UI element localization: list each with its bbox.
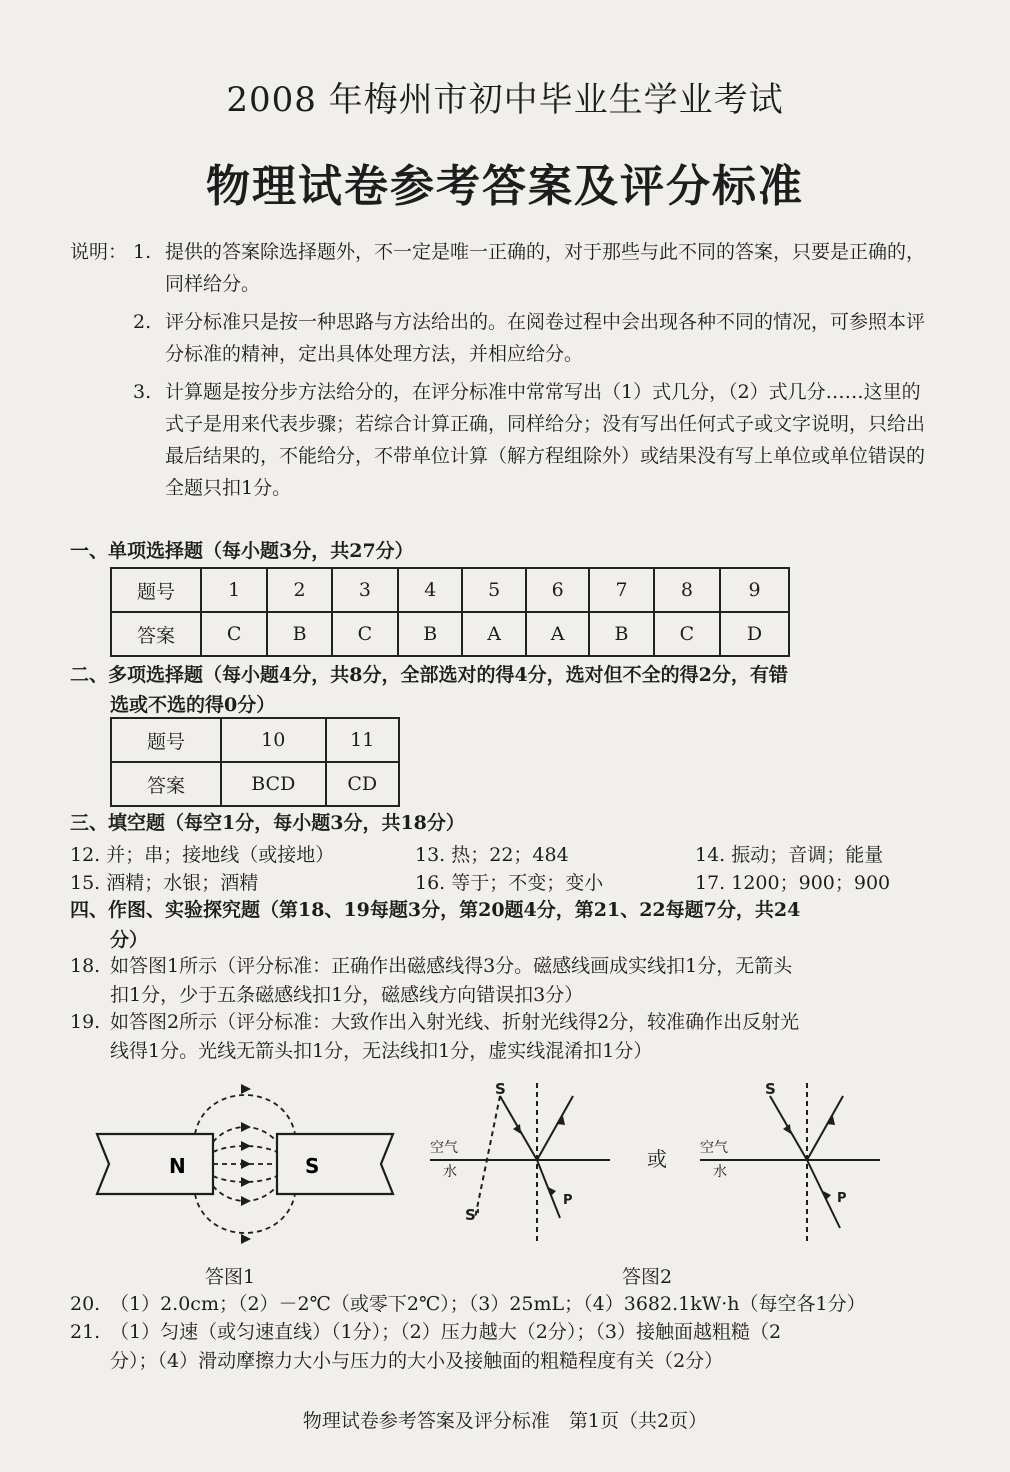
- fill-answer-17: 17. 1200；900；900: [695, 872, 891, 894]
- ray-arrows: [513, 1116, 835, 1200]
- water-label-right: 水: [713, 1164, 727, 1180]
- reflected-ray-left: [537, 1096, 573, 1160]
- section4-heading-line2: 分）: [110, 929, 149, 951]
- section2-heading-line2: 选或不选的得0分）: [110, 694, 276, 716]
- north-label: N: [169, 1154, 186, 1178]
- or-label: 或: [647, 1147, 667, 1171]
- row-label: 答案: [111, 762, 221, 806]
- section2-heading-line1: 二、多项选择题（每小题4分，共8分，全部选对的得4分，选对但不全的得2分，有错: [70, 664, 788, 686]
- note-text: 评分标准只是按一种思路与方法给出的。在阅卷过程中会出现各种不同的情况，可参照本评分标准的精神，定出具体处理方法，并相应给分。: [165, 311, 926, 365]
- question-number: 9: [720, 568, 789, 612]
- note-text: 提供的答案除选择题外，不一定是唯一正确的，对于那些与此不同的答案，只要是正确的，同样给分。: [165, 241, 926, 295]
- note-2: [70, 306, 930, 370]
- answer-18-line2: 扣1分，少于五条磁感线扣1分，磁感线方向错误扣3分）: [110, 984, 584, 1006]
- table-row: [111, 568, 789, 612]
- question-number: 3: [332, 568, 398, 612]
- question-number: 21.: [70, 1321, 101, 1343]
- image-label-left: S': [465, 1206, 481, 1224]
- fill-answer-14: 14. 振动；音调；能量: [695, 844, 884, 866]
- note-number: 3.: [133, 381, 152, 403]
- answer-21: [70, 1318, 930, 1376]
- fill-answer-15: 15. 酒精；水银；酒精: [70, 872, 259, 894]
- question-number: 19.: [70, 1011, 101, 1033]
- water-label-left: 水: [443, 1164, 457, 1180]
- notes-lead: 说明：: [70, 241, 128, 263]
- note-number: 2.: [133, 311, 152, 333]
- answer-20-text: （1）2.0cm；（2）－2℃（或零下2℃）；（3）25mL；（4）3682.1kW·h（每空各1分）: [110, 1293, 866, 1315]
- answer-cell: C: [201, 612, 267, 656]
- row-label: 题号: [111, 718, 221, 762]
- field-arrows: [241, 1084, 251, 1244]
- answer-21-line2: 分）；（4）滑动摩擦力大小与压力的大小及接触面的粗糙程度有关（2分）: [110, 1350, 724, 1372]
- section3-heading: 三、填空题（每空1分，每小题3分，共18分）: [70, 812, 465, 834]
- note-number: 1.: [133, 241, 152, 263]
- answer-18: [70, 952, 930, 1010]
- exam-title: 2008 年梅州市初中毕业生学业考试: [226, 80, 784, 120]
- fill-answer-16: 16. 等于；不变；变小: [415, 872, 604, 894]
- table-row: [111, 718, 399, 762]
- section4-heading: [70, 895, 930, 955]
- answer-cell: C: [654, 612, 720, 656]
- single-choice-table: [110, 567, 790, 657]
- answer-19: [70, 1008, 930, 1066]
- question-number: 7: [589, 568, 653, 612]
- refracted-ray-right: [807, 1160, 840, 1228]
- note-3: [70, 376, 930, 504]
- question-number: 6: [526, 568, 589, 612]
- answer-cell: CD: [326, 762, 399, 806]
- answer-cell: BCD: [221, 762, 326, 806]
- answer-cell: D: [720, 612, 789, 656]
- fill-answer-12: 12. 并；串；接地线（或接地）: [70, 844, 335, 866]
- question-number: 5: [462, 568, 525, 612]
- virtual-ray-left: [475, 1096, 500, 1218]
- question-number: 1: [201, 568, 267, 612]
- air-label-left: 空气: [430, 1140, 458, 1156]
- source-label-left: S: [495, 1080, 506, 1098]
- north-magnet: [97, 1134, 213, 1194]
- answer-cell: B: [267, 612, 331, 656]
- note-text: 计算题是按分步方法给分的，在评分标准中常常写出（1）式几分，（2）式几分……这里的式子是用来代表步骤；若综合计算正确，同样给分；没有写出任何式子或文字说明，只给出最后结果的，不能给分，不带单位计算（解方程组除外）或结果没有写上单位或单位错误的全题只扣1分。: [165, 381, 926, 499]
- question-number: 2: [267, 568, 331, 612]
- refracted-ray-left: [537, 1160, 560, 1218]
- table-row: [111, 612, 789, 656]
- row-label: 题号: [111, 568, 201, 612]
- light-refraction-figure: [425, 1078, 885, 1258]
- question-number: 11: [326, 718, 399, 762]
- table-row: [111, 762, 399, 806]
- question-number: 4: [398, 568, 462, 612]
- page-footer: 物理试卷参考答案及评分标准 第1页（共2页）: [302, 1410, 708, 1432]
- answer-19-line1: 如答图2所示（评分标准：大致作出入射光线、折射光线得2分，较准确作出反射光: [110, 1011, 800, 1033]
- section4-heading-line1: 四、作图、实验探究题（第18、19每题3分，第20题4分，第21、22每题7分，共24: [70, 899, 801, 921]
- section2-heading: [70, 660, 930, 720]
- south-magnet: [277, 1134, 393, 1194]
- source-label-right: S: [765, 1080, 776, 1098]
- reflected-ray-right: [807, 1096, 843, 1160]
- answer-19-line2: 线得1分。光线无箭头扣1分，无法线扣1分，虚实线混淆扣1分）: [110, 1040, 653, 1062]
- answer-cell: B: [398, 612, 462, 656]
- multiple-choice-table: [110, 717, 400, 807]
- figure2-caption: 答图2: [622, 1266, 673, 1288]
- figure1-caption: 答图1: [205, 1266, 256, 1288]
- answer-20: [70, 1290, 930, 1319]
- row-label: 答案: [111, 612, 201, 656]
- section1-heading: 一、单项选择题（每小题3分，共27分）: [70, 540, 414, 562]
- answer-cell: B: [589, 612, 653, 656]
- point-label-left: P: [563, 1193, 573, 1208]
- note-1: [70, 236, 930, 300]
- answer-21-line1: （1）匀速（或匀速直线）（1分）；（2）压力越大（2分）；（3）接触面越粗糙（2: [110, 1321, 782, 1343]
- fill-answer-13: 13. 热；22；484: [415, 844, 569, 866]
- air-label-right: 空气: [700, 1140, 728, 1156]
- answer-cell: A: [526, 612, 589, 656]
- question-number: 20.: [70, 1293, 101, 1315]
- answer-cell: C: [332, 612, 398, 656]
- answer-cell: A: [462, 612, 525, 656]
- answer-18-line1: 如答图1所示（评分标准：正确作出磁感线得3分。磁感线画成实线扣1分，无箭头: [110, 955, 793, 977]
- south-label: S: [305, 1154, 320, 1178]
- question-number: 18.: [70, 955, 101, 977]
- exam-subtitle: 物理试卷参考答案及评分标准: [206, 161, 804, 212]
- magnetic-field-figure: [95, 1072, 395, 1262]
- instructions: [70, 236, 930, 510]
- question-number: 8: [654, 568, 720, 612]
- point-label-right: P: [837, 1191, 847, 1206]
- question-number: 10: [221, 718, 326, 762]
